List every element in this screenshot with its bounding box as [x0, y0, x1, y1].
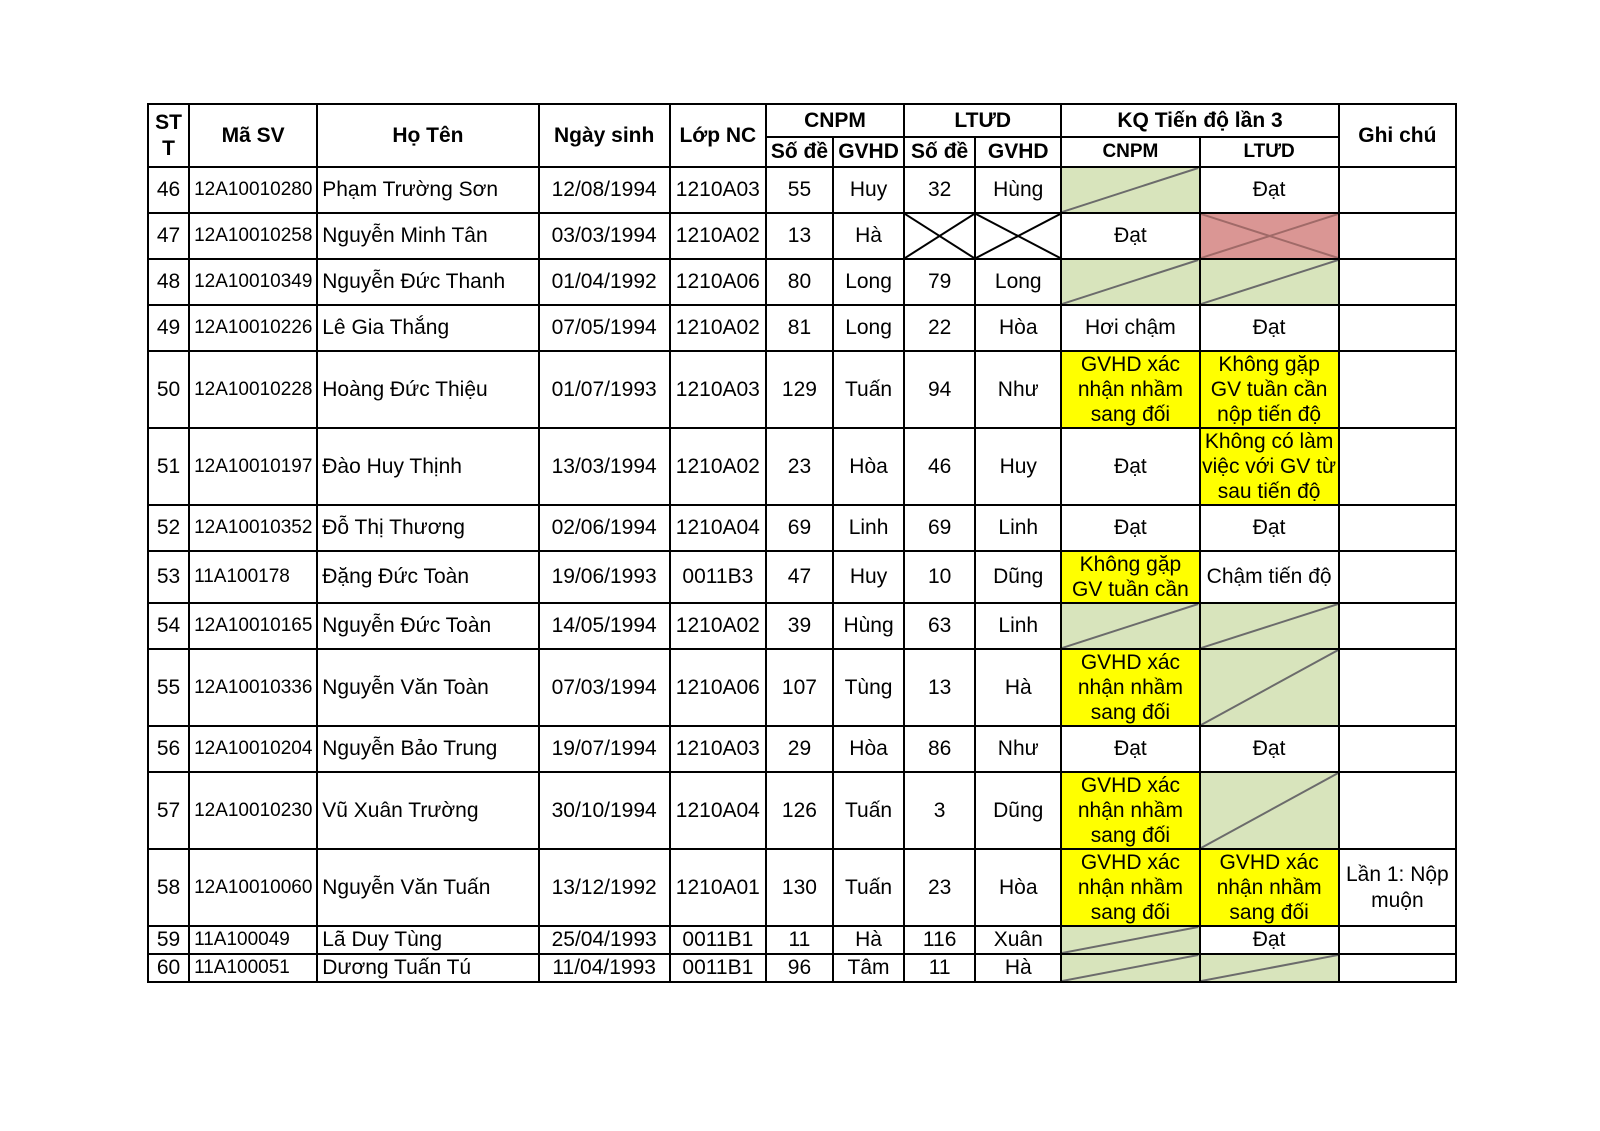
cell-ngay-sinh: 19/06/1993	[539, 551, 670, 603]
cell-ngay-sinh: 12/08/1994	[539, 167, 670, 213]
cell-ltud-so-de: 10	[904, 551, 975, 603]
cell-ngay-sinh: 07/05/1994	[539, 305, 670, 351]
cell-ltud-gvhd: Linh	[975, 505, 1061, 551]
cell-ma-sv: 12A10010349	[189, 259, 317, 305]
diagonal-mark	[1201, 773, 1338, 848]
table-row	[148, 351, 1456, 428]
cell-lop-nc: 0011B3	[670, 551, 766, 603]
header-ltud: LTƯD	[904, 104, 1061, 137]
cell-ltud-so-de: 69	[904, 505, 975, 551]
cell-lop-nc: 1210A06	[670, 649, 766, 726]
cell-cnpm-so-de: 13	[766, 213, 833, 259]
header-stt	[148, 104, 189, 167]
cell-kq-ltud: Chậm tiến độ	[1200, 551, 1339, 603]
cell-ngay-sinh: 03/03/1994	[539, 213, 670, 259]
cell-ma-sv: 12A10010204	[189, 726, 317, 772]
table-row	[148, 649, 1456, 726]
table-row	[148, 551, 1456, 603]
cell-stt: 60	[148, 954, 189, 982]
header-ngay-sinh: Ngày sinh	[539, 104, 670, 167]
cell-stt: 57	[148, 772, 189, 849]
cell-ghi-chu	[1339, 428, 1456, 505]
cell-ho-ten: Phạm Trường Sơn	[317, 167, 538, 213]
cell-cnpm-so-de: 23	[766, 428, 833, 505]
cell-cnpm-so-de: 107	[766, 649, 833, 726]
cell-cnpm-gvhd: Huy	[833, 551, 904, 603]
cell-ghi-chu	[1339, 505, 1456, 551]
cell-ma-sv: 12A10010165	[189, 603, 317, 649]
cell-stt: 49	[148, 305, 189, 351]
cell-ltud-so-de: 23	[904, 849, 975, 926]
diagonal-mark	[1062, 955, 1198, 981]
cell-ho-ten: Dương Tuấn Tú	[317, 954, 538, 982]
cell-ltud-gvhd: Hòa	[975, 849, 1061, 926]
cell-ho-ten: Nguyễn Minh Tân	[317, 213, 538, 259]
cell-ghi-chu	[1339, 926, 1456, 954]
cell-ma-sv: 11A100178	[189, 551, 317, 603]
cell-kq-cnpm: Đạt	[1061, 505, 1199, 551]
cell-cnpm-so-de: 11	[766, 926, 833, 954]
diagonal-mark	[1062, 927, 1198, 953]
table-body	[148, 104, 1456, 982]
cell-cnpm-gvhd: Huy	[833, 167, 904, 213]
cell-ltud-gvhd: Dũng	[975, 551, 1061, 603]
table-row	[148, 428, 1456, 505]
cell-cnpm-so-de: 129	[766, 351, 833, 428]
cell-ma-sv: 12A10010352	[189, 505, 317, 551]
cell-ngay-sinh: 19/07/1994	[539, 726, 670, 772]
cell-ltud-so-de: 116	[904, 926, 975, 954]
cell-kq-ltud: Không có làm việc với GV từ sau tiến độ	[1200, 428, 1339, 505]
cell-ltud-gvhd: Long	[975, 259, 1061, 305]
cell-lop-nc: 1210A02	[670, 603, 766, 649]
cell-kq-cnpm: GVHD xác nhận nhầm sang đối	[1061, 649, 1199, 726]
table-row	[148, 259, 1456, 305]
cell-ltud-so-de: 11	[904, 954, 975, 982]
cell-cnpm-so-de: 39	[766, 603, 833, 649]
cell-lop-nc: 0011B1	[670, 954, 766, 982]
table-row	[148, 772, 1456, 849]
cell-ngay-sinh: 30/10/1994	[539, 772, 670, 849]
cell-ghi-chu	[1339, 726, 1456, 772]
cell-stt: 53	[148, 551, 189, 603]
cell-kq-ltud	[1200, 259, 1339, 305]
cell-lop-nc: 0011B1	[670, 926, 766, 954]
cell-ma-sv: 12A10010230	[189, 772, 317, 849]
header-kq-ltud: LTƯD	[1200, 137, 1339, 167]
cell-ho-ten: Lã Duy Tùng	[317, 926, 538, 954]
cell-ho-ten: Nguyễn Văn Toàn	[317, 649, 538, 726]
cell-ma-sv: 12A10010280	[189, 167, 317, 213]
cell-ltud-gvhd	[975, 213, 1061, 259]
cell-ho-ten: Hoàng Đức Thiệu	[317, 351, 538, 428]
diagonal-mark	[1062, 168, 1198, 212]
diagonal-mark	[1201, 260, 1338, 304]
cell-ltud-gvhd: Dũng	[975, 772, 1061, 849]
cell-kq-cnpm	[1061, 954, 1199, 982]
cell-ghi-chu	[1339, 649, 1456, 726]
cell-stt: 58	[148, 849, 189, 926]
cell-ltud-gvhd: Linh	[975, 603, 1061, 649]
cross-mark	[905, 214, 974, 258]
cell-ma-sv: 12A10010258	[189, 213, 317, 259]
cell-stt: 56	[148, 726, 189, 772]
cell-kq-ltud	[1200, 954, 1339, 982]
diagonal-mark	[1062, 604, 1198, 648]
cell-ho-ten: Nguyễn Đức Thanh	[317, 259, 538, 305]
cell-ho-ten: Vũ Xuân Trường	[317, 772, 538, 849]
header-ltud-so-de: Số đề	[904, 137, 975, 167]
header-stt-line1: ST	[155, 110, 182, 134]
cell-stt: 51	[148, 428, 189, 505]
cell-ghi-chu	[1339, 603, 1456, 649]
cell-ltud-gvhd: Hà	[975, 649, 1061, 726]
cell-cnpm-so-de: 130	[766, 849, 833, 926]
cell-stt: 55	[148, 649, 189, 726]
cell-ho-ten: Đào Huy Thịnh	[317, 428, 538, 505]
cell-ngay-sinh: 01/04/1992	[539, 259, 670, 305]
cell-ngay-sinh: 13/12/1992	[539, 849, 670, 926]
cell-stt: 59	[148, 926, 189, 954]
cell-cnpm-gvhd: Long	[833, 259, 904, 305]
cell-stt: 48	[148, 259, 189, 305]
header-row-1	[148, 104, 1456, 137]
cell-ma-sv: 12A10010197	[189, 428, 317, 505]
cell-cnpm-so-de: 55	[766, 167, 833, 213]
cell-kq-ltud: Đạt	[1200, 726, 1339, 772]
cell-kq-ltud	[1200, 603, 1339, 649]
cell-cnpm-so-de: 96	[766, 954, 833, 982]
header-ma-sv: Mã SV	[189, 104, 317, 167]
cell-cnpm-gvhd: Hà	[833, 213, 904, 259]
cell-ghi-chu	[1339, 259, 1456, 305]
cell-ma-sv: 11A100049	[189, 926, 317, 954]
header-stt-line2: T	[162, 136, 175, 160]
cell-ghi-chu	[1339, 772, 1456, 849]
cell-ho-ten: Đặng Đức Toàn	[317, 551, 538, 603]
progress-table	[147, 103, 1457, 983]
header-cnpm-gvhd: GVHD	[833, 137, 904, 167]
header-lop-nc: Lớp NC	[670, 104, 766, 167]
cell-ma-sv: 12A10010336	[189, 649, 317, 726]
cell-stt: 54	[148, 603, 189, 649]
cell-ltud-gvhd: Hùng	[975, 167, 1061, 213]
table-row	[148, 926, 1456, 954]
cell-cnpm-so-de: 80	[766, 259, 833, 305]
cell-cnpm-gvhd: Long	[833, 305, 904, 351]
cell-cnpm-gvhd: Linh	[833, 505, 904, 551]
cell-ma-sv: 12A10010226	[189, 305, 317, 351]
cell-ghi-chu	[1339, 213, 1456, 259]
cell-ltud-so-de: 86	[904, 726, 975, 772]
cross-mark	[976, 214, 1060, 258]
cell-cnpm-gvhd: Tuấn	[833, 849, 904, 926]
cell-kq-ltud: Đạt	[1200, 505, 1339, 551]
cell-ngay-sinh: 01/07/1993	[539, 351, 670, 428]
cell-kq-cnpm: Hơi chậm	[1061, 305, 1199, 351]
cell-ma-sv: 12A10010060	[189, 849, 317, 926]
cell-stt: 46	[148, 167, 189, 213]
cell-cnpm-so-de: 47	[766, 551, 833, 603]
header-ltud-gvhd: GVHD	[975, 137, 1061, 167]
header-ghi-chu: Ghi chú	[1339, 104, 1456, 167]
header-kq-cnpm: CNPM	[1061, 137, 1199, 167]
cell-ltud-so-de: 3	[904, 772, 975, 849]
cell-kq-cnpm: Không gặp GV tuần cần	[1061, 551, 1199, 603]
cell-ngay-sinh: 02/06/1994	[539, 505, 670, 551]
header-cnpm-so-de: Số đề	[766, 137, 833, 167]
cell-kq-cnpm: Đạt	[1061, 213, 1199, 259]
cross-mark	[1201, 214, 1338, 258]
cell-kq-ltud	[1200, 213, 1339, 259]
cell-kq-ltud	[1200, 772, 1339, 849]
table-row	[148, 603, 1456, 649]
cell-ghi-chu	[1339, 167, 1456, 213]
cell-lop-nc: 1210A06	[670, 259, 766, 305]
diagonal-mark	[1201, 650, 1338, 725]
header-cnpm: CNPM	[766, 104, 904, 137]
cell-lop-nc: 1210A01	[670, 849, 766, 926]
cell-lop-nc: 1210A03	[670, 726, 766, 772]
cell-ltud-so-de: 32	[904, 167, 975, 213]
cell-ltud-so-de: 63	[904, 603, 975, 649]
table-row	[148, 213, 1456, 259]
cell-cnpm-gvhd: Tuấn	[833, 351, 904, 428]
cell-lop-nc: 1210A03	[670, 167, 766, 213]
cell-ho-ten: Nguyễn Bảo Trung	[317, 726, 538, 772]
cell-ghi-chu	[1339, 351, 1456, 428]
cell-kq-ltud: Không gặp GV tuần cần nộp tiến độ	[1200, 351, 1339, 428]
cell-lop-nc: 1210A02	[670, 213, 766, 259]
table-row	[148, 849, 1456, 926]
cell-cnpm-gvhd: Tâm	[833, 954, 904, 982]
cell-lop-nc: 1210A02	[670, 428, 766, 505]
cell-ltud-so-de: 13	[904, 649, 975, 726]
cell-ma-sv: 12A10010228	[189, 351, 317, 428]
cell-cnpm-so-de: 81	[766, 305, 833, 351]
cell-ltud-so-de	[904, 213, 975, 259]
cell-ltud-gvhd: Như	[975, 726, 1061, 772]
cell-ngay-sinh: 13/03/1994	[539, 428, 670, 505]
cell-stt: 52	[148, 505, 189, 551]
cell-ltud-gvhd: Huy	[975, 428, 1061, 505]
cell-ltud-so-de: 22	[904, 305, 975, 351]
cell-cnpm-gvhd: Tùng	[833, 649, 904, 726]
cell-ltud-gvhd: Hòa	[975, 305, 1061, 351]
cell-kq-cnpm: GVHD xác nhận nhầm sang đối	[1061, 351, 1199, 428]
diagonal-mark	[1201, 955, 1338, 981]
table-row	[148, 167, 1456, 213]
cell-ho-ten: Nguyễn Văn Tuấn	[317, 849, 538, 926]
cell-lop-nc: 1210A03	[670, 351, 766, 428]
cell-kq-ltud: Đạt	[1200, 305, 1339, 351]
cell-ltud-so-de: 79	[904, 259, 975, 305]
cell-kq-cnpm: Đạt	[1061, 726, 1199, 772]
diagonal-mark	[1062, 260, 1198, 304]
cell-stt: 50	[148, 351, 189, 428]
cell-cnpm-gvhd: Hùng	[833, 603, 904, 649]
cell-cnpm-so-de: 29	[766, 726, 833, 772]
cell-lop-nc: 1210A04	[670, 505, 766, 551]
cell-ltud-gvhd: Hà	[975, 954, 1061, 982]
cell-ngay-sinh: 14/05/1994	[539, 603, 670, 649]
cell-cnpm-so-de: 69	[766, 505, 833, 551]
cell-stt: 47	[148, 213, 189, 259]
cell-kq-cnpm: Đạt	[1061, 428, 1199, 505]
cell-cnpm-gvhd: Hà	[833, 926, 904, 954]
cell-kq-cnpm	[1061, 167, 1199, 213]
cell-ho-ten: Đỗ Thị Thương	[317, 505, 538, 551]
cell-ghi-chu: Lần 1: Nộp muộn	[1339, 849, 1456, 926]
table-row	[148, 954, 1456, 982]
cell-ltud-gvhd: Như	[975, 351, 1061, 428]
cell-kq-cnpm: GVHD xác nhận nhầm sang đối	[1061, 772, 1199, 849]
table-row	[148, 305, 1456, 351]
cell-ngay-sinh: 25/04/1993	[539, 926, 670, 954]
cell-kq-ltud: GVHD xác nhận nhầm sang đối	[1200, 849, 1339, 926]
cell-lop-nc: 1210A04	[670, 772, 766, 849]
cell-cnpm-so-de: 126	[766, 772, 833, 849]
cell-kq-cnpm: GVHD xác nhận nhầm sang đối	[1061, 849, 1199, 926]
cell-cnpm-gvhd: Hòa	[833, 428, 904, 505]
cell-cnpm-gvhd: Tuấn	[833, 772, 904, 849]
cell-ghi-chu	[1339, 305, 1456, 351]
diagonal-mark	[1201, 604, 1338, 648]
cell-kq-ltud	[1200, 649, 1339, 726]
cell-lop-nc: 1210A02	[670, 305, 766, 351]
cell-kq-ltud: Đạt	[1200, 926, 1339, 954]
cell-kq-cnpm	[1061, 259, 1199, 305]
table-row	[148, 505, 1456, 551]
cell-ghi-chu	[1339, 551, 1456, 603]
cell-ma-sv: 11A100051	[189, 954, 317, 982]
cell-ltud-so-de: 94	[904, 351, 975, 428]
cell-cnpm-gvhd: Hòa	[833, 726, 904, 772]
cell-ltud-so-de: 46	[904, 428, 975, 505]
header-kq: KQ Tiến độ lần 3	[1061, 104, 1338, 137]
cell-ghi-chu	[1339, 954, 1456, 982]
cell-ho-ten: Nguyễn Đức Toàn	[317, 603, 538, 649]
cell-ho-ten: Lê Gia Thắng	[317, 305, 538, 351]
cell-ltud-gvhd: Xuân	[975, 926, 1061, 954]
cell-kq-cnpm	[1061, 603, 1199, 649]
header-ho-ten: Họ Tên	[317, 104, 538, 167]
cell-kq-cnpm	[1061, 926, 1199, 954]
table-row	[148, 726, 1456, 772]
cell-ngay-sinh: 11/04/1993	[539, 954, 670, 982]
cell-ngay-sinh: 07/03/1994	[539, 649, 670, 726]
cell-kq-ltud: Đạt	[1200, 167, 1339, 213]
